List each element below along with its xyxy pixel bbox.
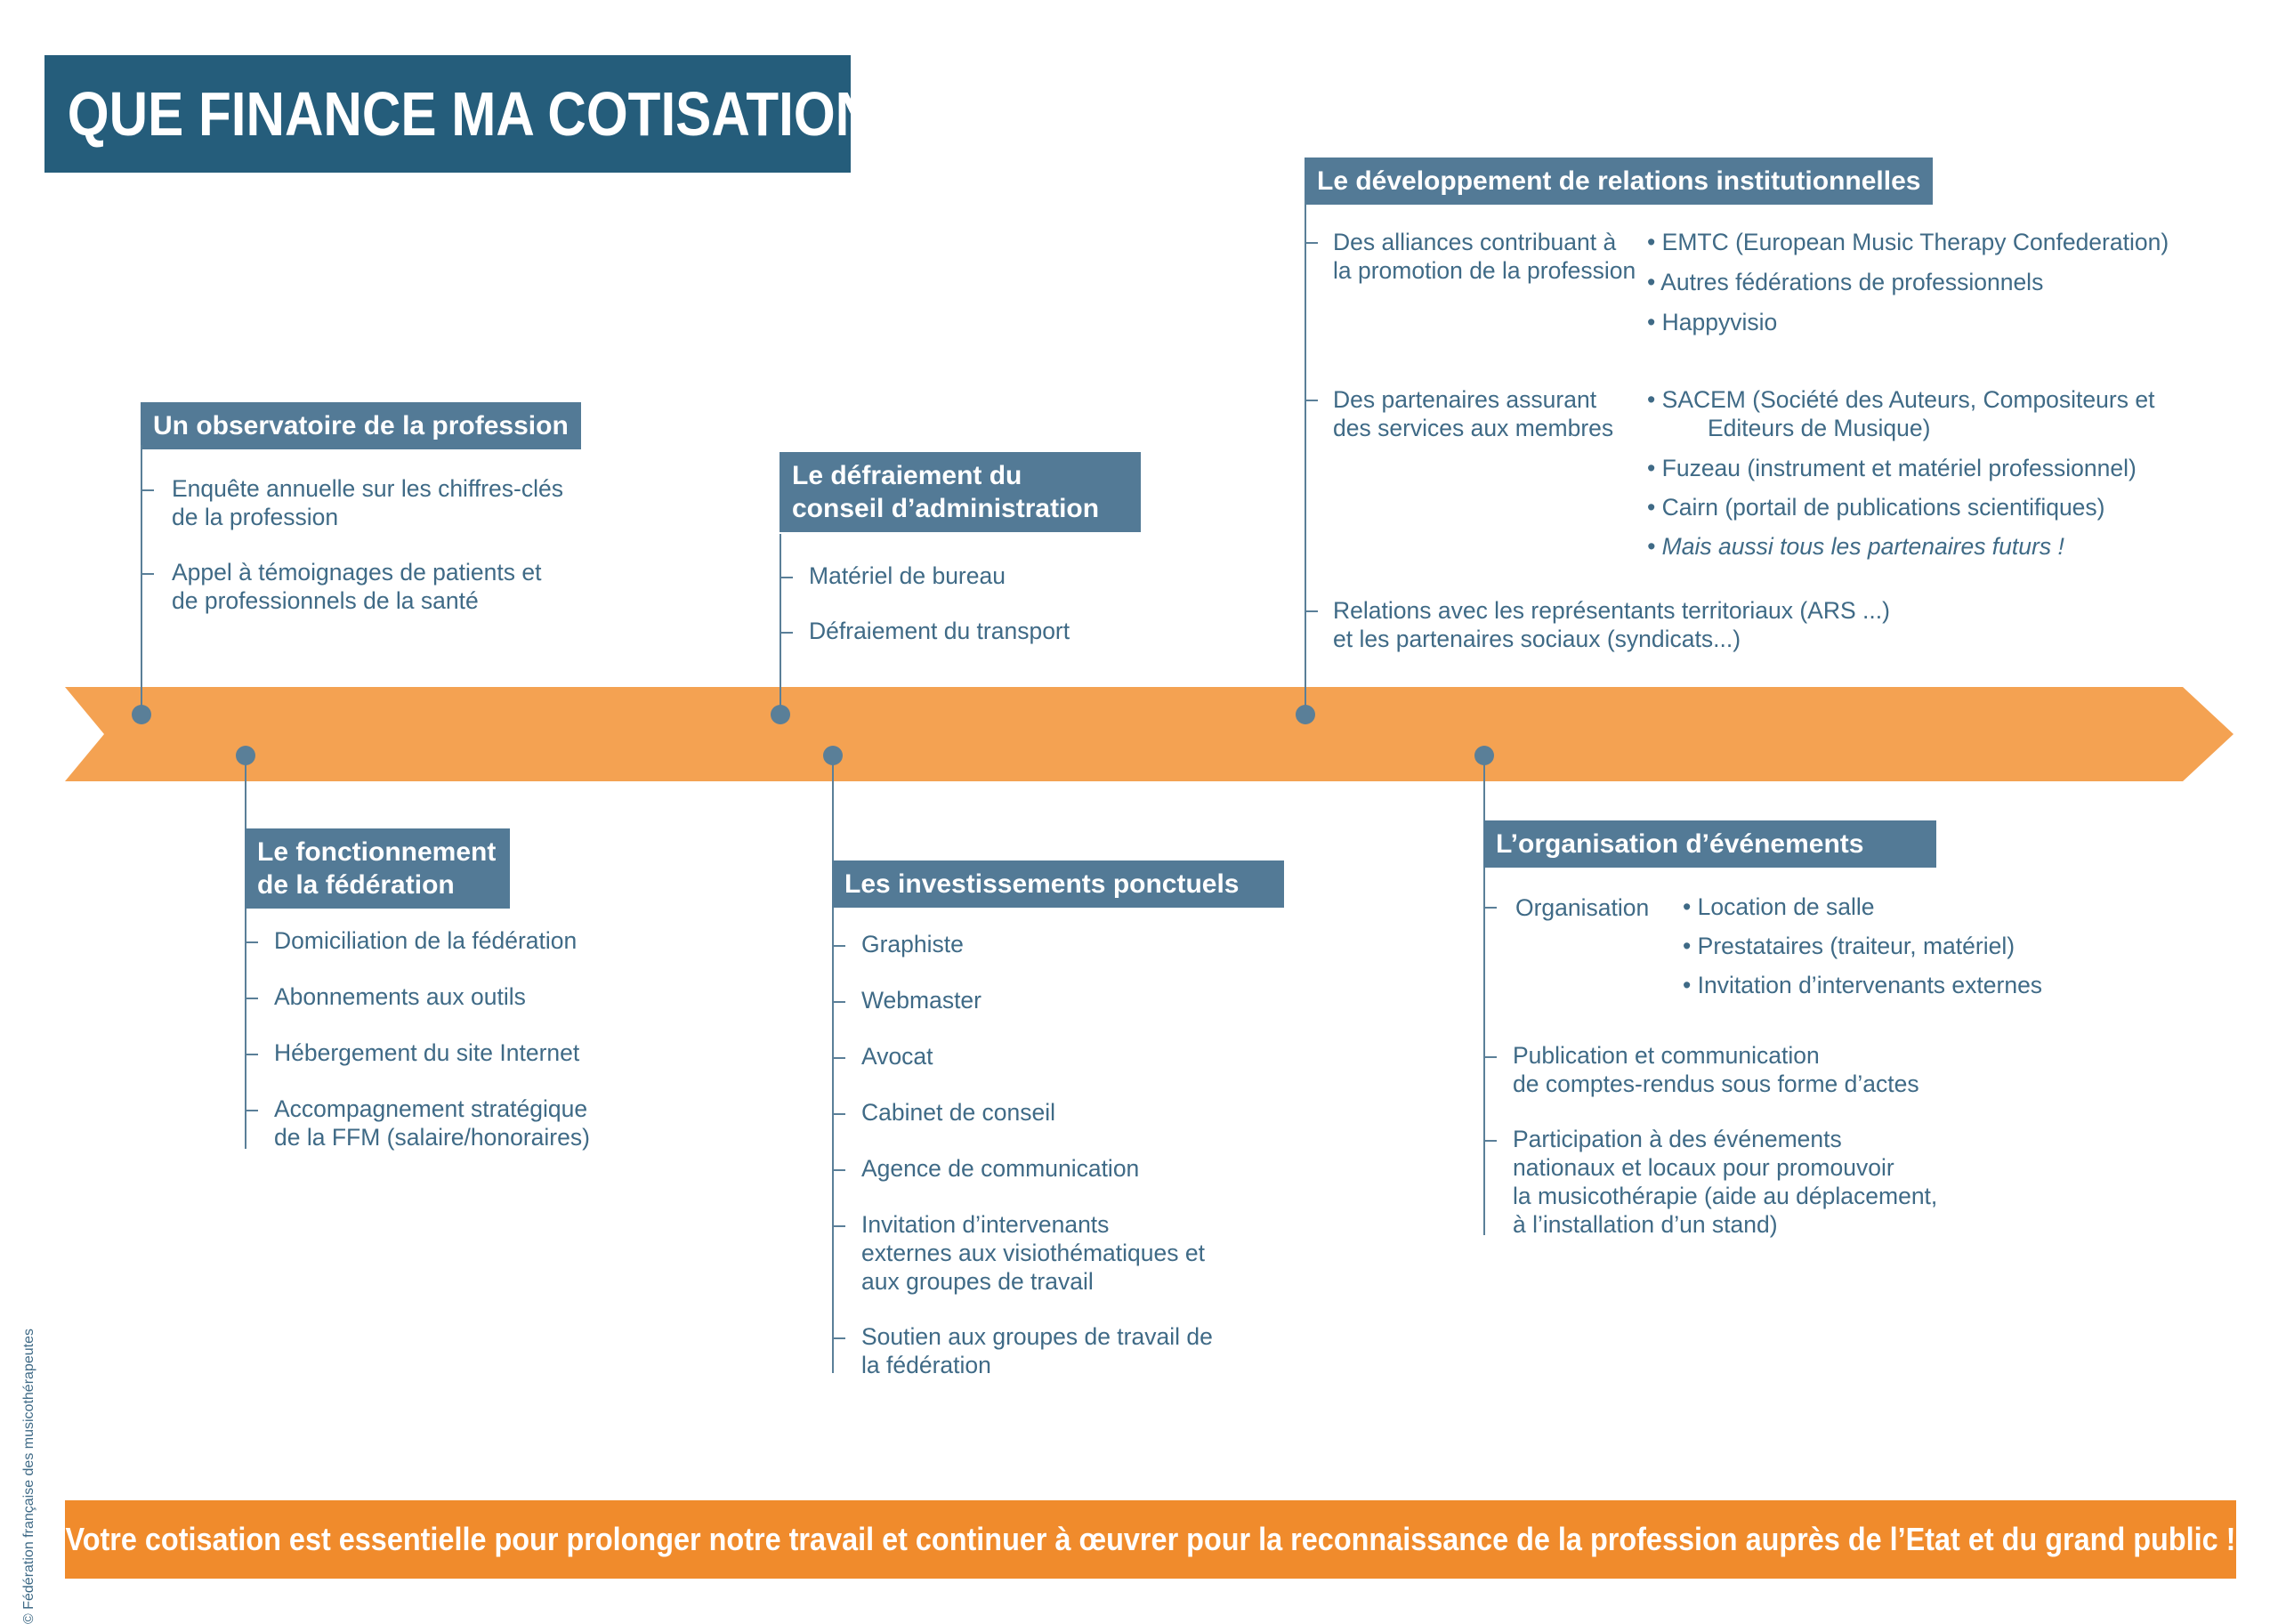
tick bbox=[246, 998, 258, 999]
investissements-item-5: Agence de communication bbox=[861, 1155, 1140, 1182]
observatoire-item-1-line-2: de la profession bbox=[172, 504, 339, 530]
evenements-group1-label: Organisation bbox=[1515, 894, 1650, 921]
relations-group1-bullet-3: • Happyvisio bbox=[1647, 309, 1778, 335]
evenements-header bbox=[1483, 820, 1936, 868]
fonctionnement-connector bbox=[245, 755, 246, 1149]
relations-group2-bullet-1-line-1: • SACEM (Société des Auteurs, Compositeurs et bbox=[1647, 386, 2155, 413]
footer-banner bbox=[65, 1500, 2236, 1579]
fonctionnement-item-1: Domiciliation de la fédération bbox=[274, 927, 578, 954]
defraiement-title-line-2: conseil d’administration bbox=[792, 494, 1100, 523]
tick bbox=[141, 573, 154, 575]
relations-group1-label-line-2: la promotion de la profession bbox=[1333, 257, 1636, 284]
defraiement-title-line-1: Le défraiement du bbox=[792, 461, 1022, 490]
timeline-arrow-shape bbox=[65, 687, 2234, 781]
evenements-item-2-line-4: à l’installation d’un stand) bbox=[1513, 1211, 1778, 1238]
investissements-item-6-line-1: Invitation d’intervenants bbox=[861, 1211, 1110, 1238]
investissements-item-6-line-2: externes aux visiothématiques et bbox=[861, 1240, 1205, 1266]
relations-group2-label-line-2: des services aux membres bbox=[1333, 415, 1614, 441]
observatoire-header bbox=[141, 402, 581, 449]
tick bbox=[780, 577, 793, 578]
defraiement-connector bbox=[780, 534, 781, 715]
tick bbox=[833, 1169, 845, 1171]
evenements-item-1-line-2: de comptes-rendus sous forme d’actes bbox=[1513, 1071, 1919, 1097]
relations-group2-bullet-3: • Cairn (portail de publications scientifiques) bbox=[1647, 494, 2105, 521]
relations-item3-line-1: Relations avec les représentants territoriaux (ARS ...) bbox=[1333, 597, 1890, 624]
tick bbox=[1484, 907, 1497, 909]
relations-group1-label-line-1: Des alliances contribuant à bbox=[1333, 229, 1617, 255]
investissements-title: Les investissements ponctuels bbox=[844, 869, 1240, 899]
relations-group2-bullet-2: • Fuzeau (instrument et matériel professionnel) bbox=[1647, 455, 2137, 481]
relations-group1-bullet-2: • Autres fédérations de professionnels bbox=[1647, 269, 2044, 295]
defraiement-node bbox=[771, 705, 790, 724]
defraiement-header bbox=[780, 452, 1141, 532]
tick bbox=[246, 1054, 258, 1055]
tick bbox=[141, 489, 154, 491]
footer-text: Votre cotisation est essentielle pour prolonger notre travail et continuer à œuvrer pour la reconnaissance de la profession auprès de l’Etat et du grand public ! bbox=[65, 1521, 2236, 1557]
observatoire-item-2-line-2: de professionnels de la santé bbox=[172, 587, 479, 614]
relations-title: Le développement de relations institutionnelles bbox=[1317, 166, 1921, 196]
investissements-item-3: Avocat bbox=[861, 1043, 933, 1070]
defraiement-item-2: Défraiement du transport bbox=[809, 618, 1070, 644]
investissements-header bbox=[832, 860, 1284, 908]
evenements-item-1-line-1: Publication et communication bbox=[1513, 1042, 1820, 1069]
investissements-item-6-line-3: aux groupes de travail bbox=[861, 1268, 1094, 1295]
evenements-item-2-line-2: nationaux et locaux pour promouvoir bbox=[1513, 1154, 1894, 1181]
relations-group1-bullet-1: • EMTC (European Music Therapy Confederation) bbox=[1647, 229, 2169, 255]
copyright-text: © Fédération française des musicothérapeutes bbox=[21, 1329, 36, 1624]
tick bbox=[833, 1057, 845, 1059]
defraiement-item-1: Matériel de bureau bbox=[809, 562, 1006, 589]
relations-group2-bullet-4: • Mais aussi tous les partenaires futurs ! bbox=[1647, 533, 2064, 560]
tick bbox=[1305, 610, 1318, 612]
tick bbox=[1484, 1140, 1497, 1142]
relations-group2-bullet-1-line-2: Editeurs de Musique) bbox=[1708, 415, 1931, 441]
tick bbox=[780, 632, 793, 634]
investissements-item-7-line-1: Soutien aux groupes de travail de bbox=[861, 1323, 1213, 1350]
tick bbox=[246, 941, 258, 943]
fonctionnement-header bbox=[245, 828, 510, 909]
tick bbox=[1305, 400, 1318, 401]
fonctionnement-item-4-line-1: Accompagnement stratégique bbox=[274, 1095, 588, 1122]
observatoire-item-2-line-1: Appel à témoignages de patients et bbox=[172, 559, 542, 586]
observatoire-title: Un observatoire de la profession bbox=[153, 411, 569, 440]
relations-item3-line-2: et les partenaires sociaux (syndicats...) bbox=[1333, 626, 1741, 652]
relations-header bbox=[1305, 158, 1933, 205]
tick bbox=[246, 1110, 258, 1111]
evenements-group1-bullet-1: • Location de salle bbox=[1683, 893, 1875, 920]
evenements-group1-bullet-3: • Invitation d’intervenants externes bbox=[1683, 972, 2043, 998]
evenements-item-2-line-3: la musicothérapie (aide au déplacement, bbox=[1513, 1183, 1938, 1209]
fonctionnement-title-line-2: de la fédération bbox=[257, 870, 455, 900]
investissements-connector bbox=[832, 755, 834, 1373]
tick bbox=[833, 1113, 845, 1115]
investissements-item-2: Webmaster bbox=[861, 987, 981, 1014]
tick bbox=[833, 1337, 845, 1339]
fonctionnement-title-line-1: Le fonctionnement bbox=[257, 837, 497, 867]
observatoire-node bbox=[132, 705, 151, 724]
investissements-item-7-line-2: la fédération bbox=[861, 1352, 991, 1378]
fonctionnement-item-2: Abonnements aux outils bbox=[274, 983, 526, 1010]
tick bbox=[833, 1225, 845, 1227]
relations-group2-label-line-1: Des partenaires assurant bbox=[1333, 386, 1597, 413]
evenements-item-2-line-1: Participation à des événements bbox=[1513, 1126, 1842, 1152]
evenements-group1-bullet-2: • Prestataires (traiteur, matériel) bbox=[1683, 933, 2015, 959]
investissements-item-1: Graphiste bbox=[861, 931, 964, 957]
investissements-item-4: Cabinet de conseil bbox=[861, 1099, 1056, 1126]
fonctionnement-item-4-line-2: de la FFM (salaire/honoraires) bbox=[274, 1124, 590, 1151]
tick bbox=[1484, 1056, 1497, 1058]
fonctionnement-item-3: Hébergement du site Internet bbox=[274, 1039, 580, 1066]
page-title: QUE FINANCE MA COTISATION ? bbox=[67, 79, 922, 149]
tick bbox=[833, 945, 845, 947]
evenements-title: L’organisation d’événements bbox=[1496, 829, 1864, 859]
tick bbox=[1305, 242, 1318, 244]
relations-connector bbox=[1305, 200, 1306, 715]
tick bbox=[833, 1001, 845, 1003]
observatoire-connector bbox=[141, 445, 142, 715]
relations-node bbox=[1296, 705, 1315, 724]
observatoire-item-1-line-1: Enquête annuelle sur les chiffres-clés bbox=[172, 475, 563, 502]
